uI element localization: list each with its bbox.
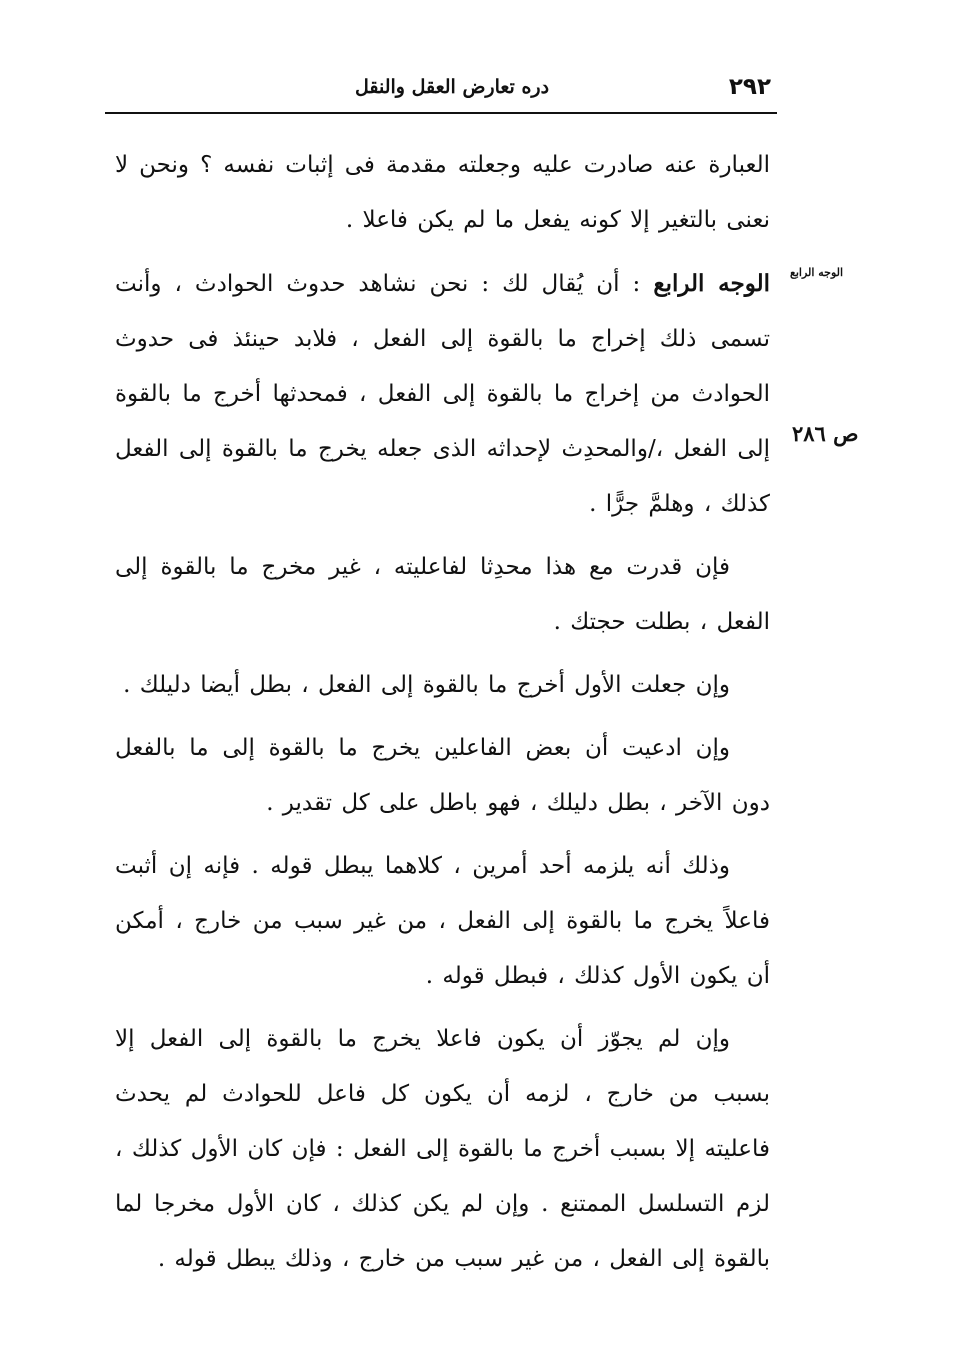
paragraph-text: وإن لم يجوّز أن يكون فاعلا يخرج ما بالقوة إلى الفعل إلا بسبب من خارج ، لزمه أن يكون كل فاعل للحوادث لم يحدث فاعليته إلا بسبب أخرج ما بالقوة إلى الفعل : فإن كان الأول كذلك ، لزم التسلسل الممتنع . وإن لم يكن كذلك ، كان الأول مخرجا لما بالقوة إلى الفعل ، من غير سبب من خارج ، وذلك يبطل قوله . <box>115 1026 770 1272</box>
paragraph-4 <box>115 658 770 713</box>
paragraph-text: وذلك أنه يلزمه أحد أمرين ، كلاهما يبطل قوله . فإنه إن أثبت فاعلاً يخرج ما بالقوة إلى الفعل ، من غير سبب من خارج ، أمكن أن يكون الأول كذلك ، فبطل قوله . <box>115 853 770 989</box>
paragraph-2 <box>115 256 770 532</box>
page-break-mark: / <box>647 436 656 462</box>
paragraph-1 <box>115 138 770 248</box>
body-text <box>115 138 770 1295</box>
header-rule <box>105 112 777 114</box>
margin-page-reference: ص ٢٨٦ <box>792 421 859 446</box>
paragraph-5 <box>115 721 770 831</box>
paragraph-3 <box>115 540 770 650</box>
paragraph-text: العبارة عنه صادرت عليه وجعلته مقدمة فى إثبات نفسه ؟ ونحن لا نعنى بالتغير إلا كونه يفعل ما لم يكن فاعلا . <box>115 152 770 233</box>
paragraph-text-continued: والمحدِث لإحداثه الذى جعله يخرج ما بالقوة إلى الفعل كذلك ، وهلمَّ جرًّا . <box>115 436 770 517</box>
margin-section-note: الوجه الرابع <box>790 266 844 279</box>
paragraph-text: وإن جعلت الأول أخرج ما بالقوة إلى الفعل ، بطل أيضا دليلك . <box>123 672 730 698</box>
paragraph-7 <box>115 1012 770 1287</box>
paragraph-text: فإن قدرت مع هذا محدِثا لفاعليته ، غير مخرج ما بالقوة إلى الفعل ، بطلت حجتك . <box>115 554 770 635</box>
paragraph-6 <box>115 839 770 1004</box>
paragraph-text: : أن يُقال لك : نحن نشاهد حدوث الحوادث ، وأنت تسمى ذلك إخراج ما بالقوة إلى الفعل ، فلابد حينئذ فى حدوث الحوادث من إخراج ما بالقوة إلى الفعل ، فمحدثها أخرج ما بالقوة إلى الفعل ، <box>115 271 770 462</box>
page-number: ٢٩٢ <box>728 74 771 100</box>
paragraph-text: وإن ادعيت أن بعض الفاعلين يخرج ما بالقوة إلى ما بالفعل دون الآخر ، بطل دليلك ، فهو باطل على كل تقدير . <box>115 735 770 816</box>
running-title: دره تعارض العقل والنقل <box>355 76 550 98</box>
section-heading: الوجه الرابع <box>653 270 770 297</box>
page-header <box>105 60 777 110</box>
